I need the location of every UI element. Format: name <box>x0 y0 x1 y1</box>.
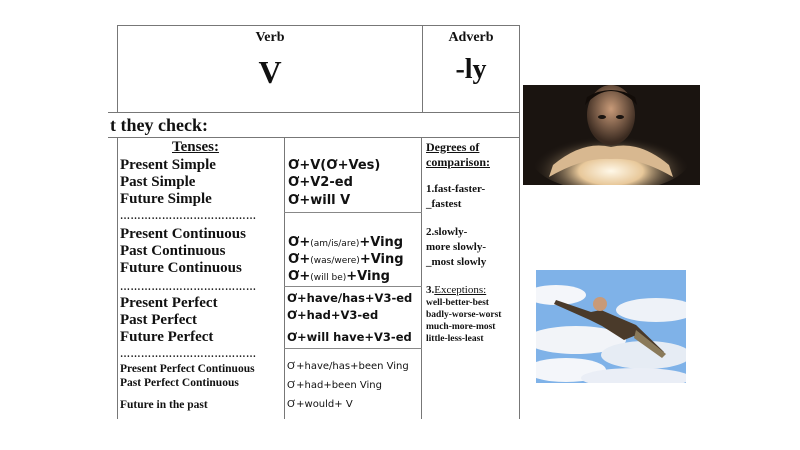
degrees-title-line: comparison: <box>426 155 490 169</box>
formula-present-continuous <box>288 235 403 252</box>
formula-part: Ơ+ <box>288 235 311 250</box>
divider <box>284 348 422 349</box>
degrees-line: _most slowly <box>426 256 487 268</box>
formula-part: +Ving <box>359 235 404 250</box>
dotted-separator: ………………………………… <box>120 282 257 293</box>
dotted-separator: ………………………………… <box>120 211 257 222</box>
degrees-item3-label: Exceptions: <box>434 284 487 296</box>
formula-present-perfect: Ơ+have/has+V3-ed <box>287 291 413 305</box>
tenses-header: Tenses: <box>172 139 219 155</box>
magician-photo <box>523 85 700 185</box>
flying-man-photo <box>536 270 686 383</box>
degrees-item-1 <box>426 182 485 212</box>
degrees-item-2 <box>426 225 486 270</box>
tense-future-continuous: Future Continuous <box>120 260 242 276</box>
formula-would: Ơ+would+ V <box>287 399 353 410</box>
subtitle-row <box>108 112 520 138</box>
exception-item: badly-worse-worst <box>426 310 502 320</box>
tense-past-simple: Past Simple <box>120 174 196 190</box>
subtitle: t they check: <box>110 115 208 135</box>
verb-header-cell <box>117 25 423 113</box>
degrees-column <box>421 137 520 419</box>
tense-future-in-the-past: Future in the past <box>120 399 208 411</box>
tense-present-simple: Present Simple <box>120 157 216 173</box>
flying-man-illustration <box>536 270 686 383</box>
tense-present-continuous: Present Continuous <box>120 226 246 242</box>
degrees-title <box>426 140 490 170</box>
formula-aux: (will be) <box>310 273 347 283</box>
formula-part: Ơ+ <box>288 252 311 267</box>
adverb-header: Adverb <box>448 30 494 45</box>
formula-past-continuous <box>288 252 404 269</box>
adverb-symbol: -ly <box>455 54 487 85</box>
degrees-title-line: Degrees of <box>426 140 480 154</box>
degrees-item3-prefix: 3. <box>426 284 435 296</box>
formula-part: +Ving <box>359 252 404 267</box>
degrees-item-3 <box>426 283 486 298</box>
exception-item: much-more-most <box>426 322 496 332</box>
divider <box>284 286 422 287</box>
tense-past-perfect: Past Perfect <box>120 312 198 328</box>
formula-past-simple: Ơ+V2-ed <box>288 175 353 190</box>
adverb-header-cell <box>422 25 520 113</box>
dotted-separator: ………………………………… <box>120 349 257 360</box>
tense-past-perfect-continuous: Past Perfect Continuous <box>120 377 239 389</box>
formula-past-perfect: Ơ+had+V3-ed <box>287 308 379 322</box>
formula-past-perfect-continuous: Ơ+had+been Ving <box>287 380 382 391</box>
divider <box>284 212 422 213</box>
tense-future-simple: Future Simple <box>120 191 212 207</box>
tense-present-perfect-continuous: Present Perfect Continuous <box>120 363 255 375</box>
formula-part: +Ving <box>346 269 390 284</box>
verb-header: Verb <box>255 30 285 45</box>
degrees-line: 1.fast-faster- <box>426 183 486 195</box>
degrees-line: _fastest <box>426 198 462 210</box>
degrees-line: more slowly- <box>426 241 486 253</box>
formula-aux: (am/is/are) <box>310 239 360 249</box>
formula-present-simple: Ơ+V(Ơ+Ves) <box>288 158 381 173</box>
formula-part: Ơ+ <box>288 269 311 284</box>
degrees-line: 2.slowly- <box>426 226 468 238</box>
formula-future-perfect: Ơ+will have+V3-ed <box>287 330 412 344</box>
verb-symbol: V <box>258 54 282 90</box>
formula-future-simple: Ơ+will V <box>288 193 351 208</box>
exception-item: little-less-least <box>426 334 484 344</box>
tense-present-perfect: Present Perfect <box>120 295 218 311</box>
formula-aux: (was/were) <box>310 256 360 266</box>
exceptions-list <box>426 297 501 345</box>
tense-future-perfect: Future Perfect <box>120 329 214 345</box>
exception-item: well-better-best <box>426 298 489 308</box>
tense-past-continuous: Past Continuous <box>120 243 226 259</box>
formula-present-perfect-continuous: Ơ+have/has+been Ving <box>287 361 409 372</box>
magician-illustration <box>523 85 700 185</box>
formula-future-continuous <box>288 269 390 286</box>
